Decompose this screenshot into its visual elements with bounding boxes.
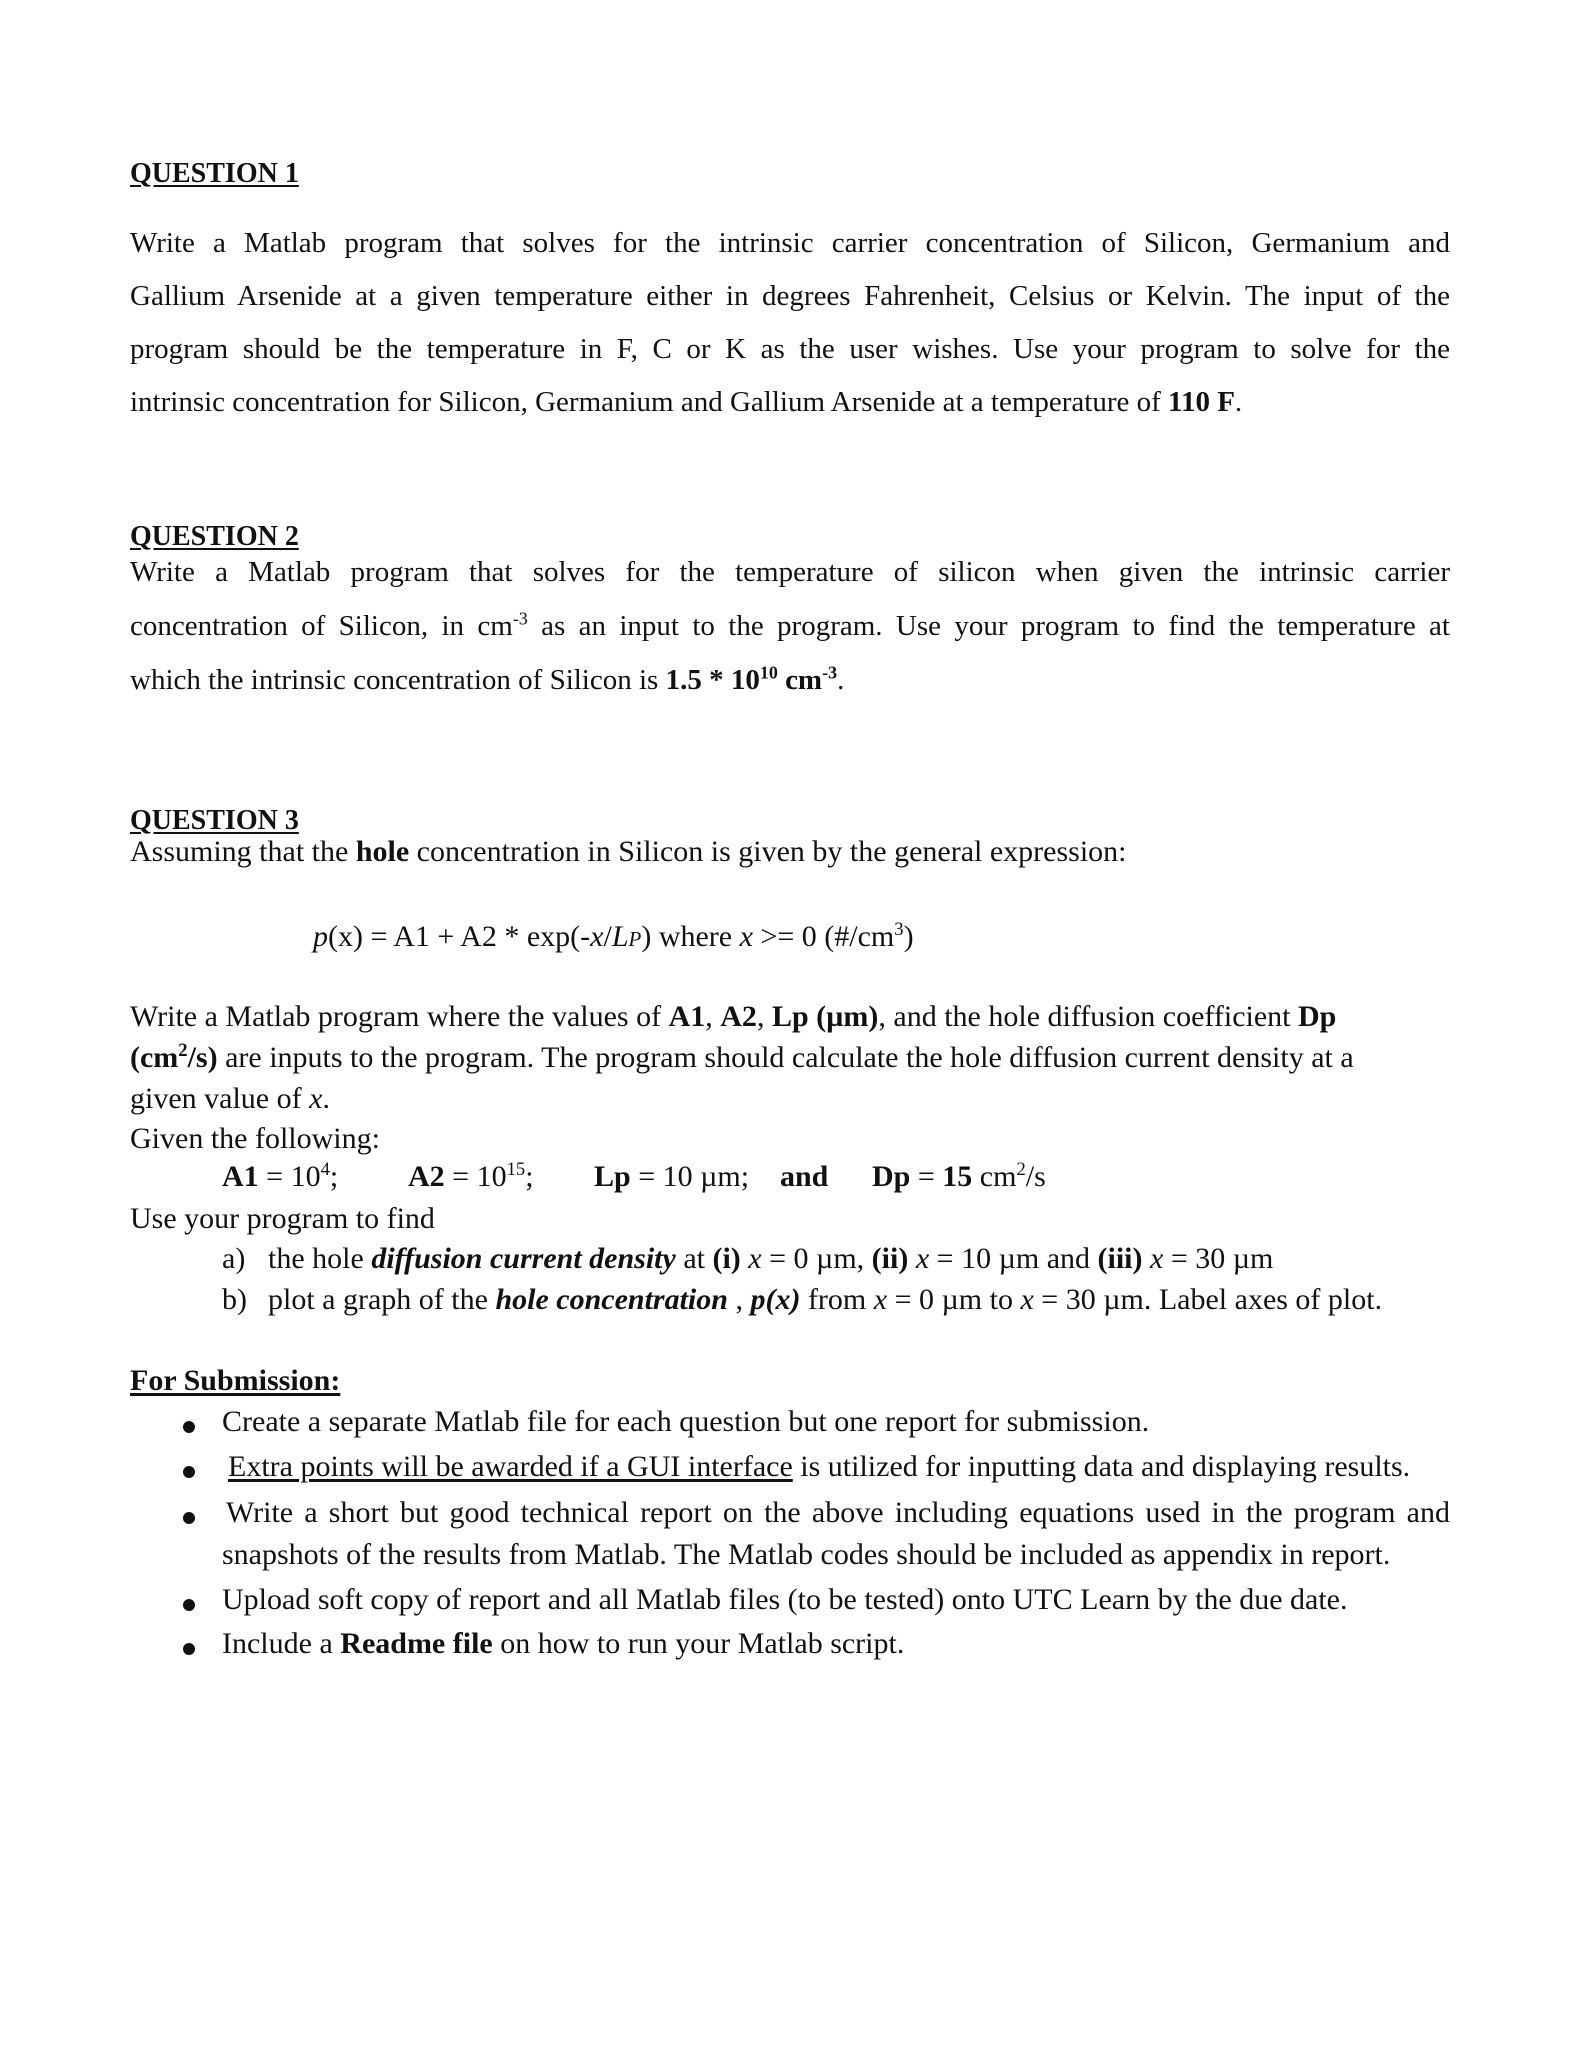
q3-para-line-2: $(cm^2/s)$ are inputs to the program. The program should calculate the hole diffusion current density at a	[130, 1040, 1354, 1074]
question-1-heading: QUESTION 1	[130, 158, 299, 189]
q2-line-2: concentration of Silicon, in $cm^{-3}$ as an input to the program. Use your program to find the temperature at	[130, 608, 1450, 642]
submission-heading: For Submission:	[130, 1364, 341, 1397]
submission-item-1: Create a separate Matlab file for each question but one report for submission.	[222, 1405, 1150, 1438]
q2-line-1: Write a Matlab program that solves for the temperature of silicon when given the intrinsic carrier	[130, 556, 1450, 588]
q3-item-a-label: a)	[222, 1242, 246, 1275]
q3-given-and: and	[780, 1160, 829, 1193]
q3-given-a2: $A2 = 10^{15}$;	[408, 1159, 534, 1193]
q3-item-b: plot a graph of the hole concentration , p(x) from x = 0 µm to x = 30 µm. Label axes of plot.	[268, 1283, 1383, 1316]
submission-item-4: Upload soft copy of report and all Matlab files (to be tested) onto UTC Learn by the due date.	[222, 1583, 1348, 1616]
q3-use-program: Use your program to find	[130, 1202, 435, 1235]
q1-line-4: intrinsic concentration for Silicon, Germanium and Gallium Arsenide at a temperature of 110 F.	[130, 386, 1243, 418]
q1-line-2: Gallium Arsenide at a given temperature either in degrees Fahrenheit, Celsius or Kelvin. The input of the	[130, 280, 1450, 312]
q3-given-label: Given the following:	[130, 1122, 380, 1155]
bullet-icon	[183, 1466, 195, 1478]
q1-line-1: Write a Matlab program that solves for the intrinsic carrier concentration of Silicon, Germanium and	[130, 227, 1450, 259]
submission-item-3-line-2: snapshots of the results from Matlab. The Matlab codes should be included as appendix in report.	[222, 1538, 1391, 1571]
q1-line-3: program should be the temperature in F, C or K as the user wishes. Use your program to solve for the	[130, 333, 1450, 365]
q3-equation: p(x) = A1 + A2 * exp(-x/LP) where x >= 0 $(\#/cm^3)$	[313, 919, 914, 953]
bullet-icon	[183, 1512, 195, 1524]
q3-intro: Assuming that the hole concentration in Silicon is given by the general expression:	[130, 835, 1127, 868]
bullet-icon	[183, 1643, 195, 1655]
bullet-icon	[183, 1599, 195, 1611]
q3-given-lp: Lp = 10 µm;	[594, 1160, 750, 1193]
submission-item-2: Extra points will be awarded if a GUI interface is utilized for inputting data and displaying results.	[228, 1450, 1411, 1483]
q3-given-a1: $A1 = 10^4$;	[222, 1159, 339, 1193]
question-2-heading: QUESTION 2	[130, 521, 299, 552]
q3-given-dp: Dp = 15 $cm^2/s$	[872, 1159, 1046, 1193]
submission-item-5: Include a Readme file on how to run your Matlab script.	[222, 1627, 905, 1660]
q3-item-b-label: b)	[222, 1283, 247, 1316]
q3-item-a: the hole diffusion current density at (i) x = 0 µm, (ii) x = 10 µm and (iii) x = 30 µm	[268, 1242, 1274, 1275]
submission-item-3-line-1: Write a short but good technical report on the above including equations used in the program and	[226, 1496, 1450, 1529]
q2-line-3: which the intrinsic concentration of Silicon is $1.5 * 10^{10}$ $cm^{-3}$.	[130, 662, 845, 696]
question-3-heading: QUESTION 3	[130, 805, 299, 836]
bullet-icon	[183, 1421, 195, 1433]
q3-para-line-3: given value of x.	[130, 1082, 330, 1115]
q3-para-line-1: Write a Matlab program where the values of A1, A2, Lp (µm), and the hole diffusion coefficient Dp	[130, 1000, 1337, 1033]
